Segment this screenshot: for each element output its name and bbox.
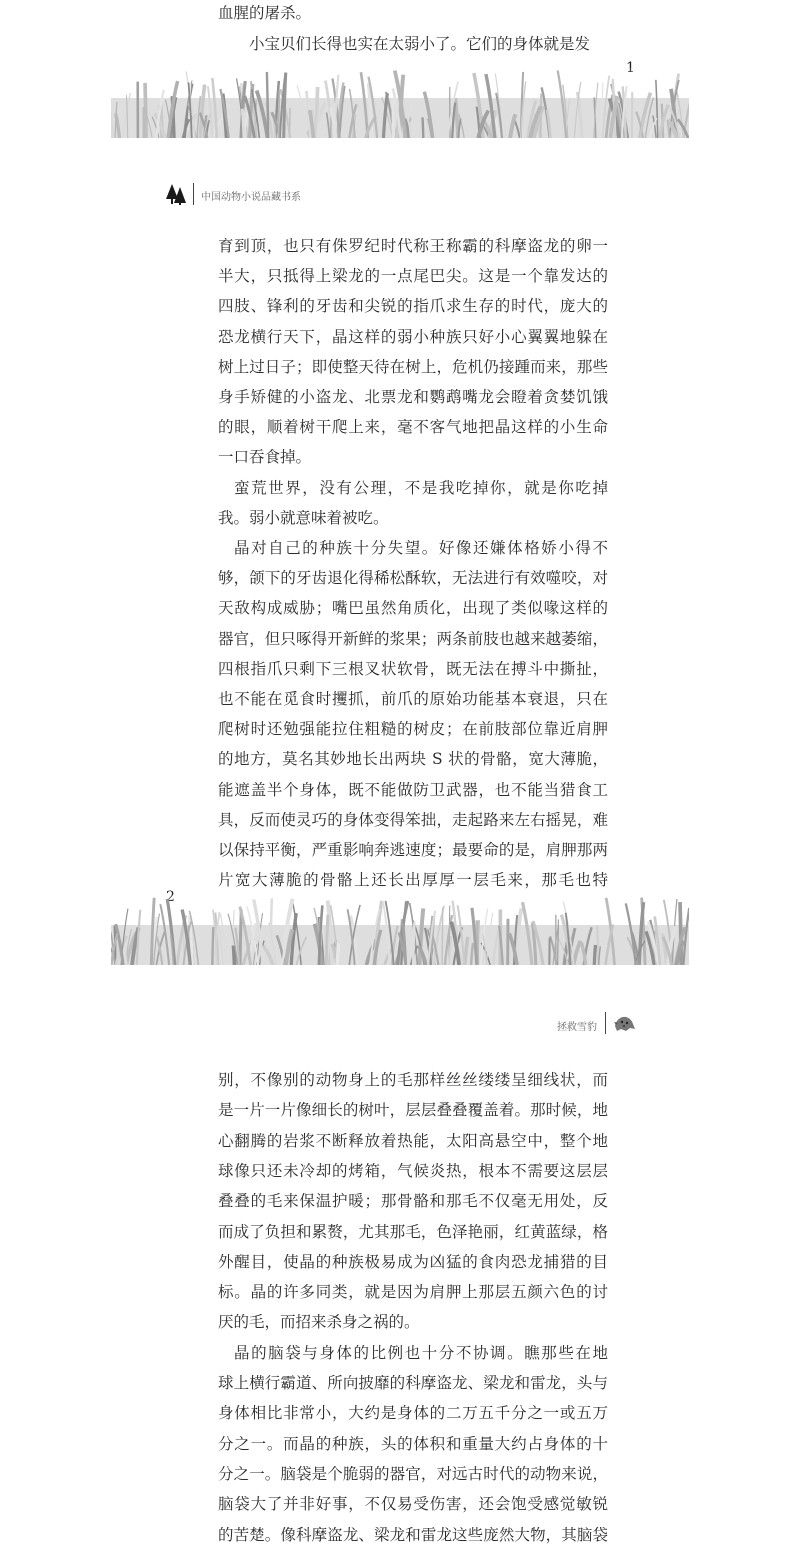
text-line: 也不能在觅食时攫抓，前爪的原始功能基本衰退，只在 (218, 690, 608, 708)
text-line: 身体相比非常小，大约是身体的二万五千分之一或五万 (218, 1404, 608, 1423)
text-line: 而成了负担和累赘，尤其那毛，色泽艳丽，红黄蓝绿，格 (218, 1222, 608, 1241)
text-line: 小宝贝们长得也实在太弱小了。它们的身体就是发 (249, 35, 591, 53)
text-line: 晶的脑袋与身体的比例也十分不协调。瞧那些在地 (234, 1343, 608, 1362)
text-line: 以保持平衡，严重影响奔逃速度；最要命的是，肩胛那两 (218, 841, 608, 859)
text-line: 的地方，莫名其妙地长出两块 S 状的骨骼，宽大薄脆， (218, 750, 608, 769)
text-line: 的眼，顺着树干爬上来，毫不客气地把晶这样的小生命 (218, 418, 608, 437)
text-line: 能遮盖半个身体，既不能做防卫武器，也不能当猎食工 (218, 780, 608, 799)
text-line: 的苦楚。像科摩盗龙、梁龙和雷龙这些庞然大物，其脑袋 (218, 1525, 608, 1544)
text-line: 树上过日子；即使整天待在树上，危机仍接踵而来，那些 (218, 357, 608, 376)
header-divider (193, 183, 194, 205)
text-line: 身手矫健的小盗龙、北票龙和鹦鹉嘴龙会瞪着贪婪饥饿 (218, 388, 608, 406)
text-line: 我。弱小就意味着被吃。 (218, 508, 389, 527)
text-line: 半大，只抵得上梁龙的一点尾巴尖。这是一个靠发达的 (218, 267, 608, 286)
text-line: 晶对自己的种族十分失望。好像还嫌体格娇小得不 (234, 539, 608, 557)
grass-footer-decoration (111, 895, 689, 965)
text-line: 分之一。脑袋是个脆弱的器官，对远古时代的动物来说， (218, 1464, 608, 1483)
text-line: 外醒目，使晶的种族极易成为凶猛的食肉恐龙捕猎的目 (218, 1252, 608, 1271)
book-title: 拯救雪豹 (557, 1022, 597, 1033)
text-line: 血腥的屠杀。 (218, 4, 312, 22)
text-line: 球像只还未冷却的烤箱，气候炎热，根本不需要这层层 (218, 1161, 608, 1180)
text-line: 器官，但只啄得开新鲜的浆果；两条前肢也越来越萎缩， (218, 629, 608, 648)
text-line: 脑袋大了并非好事，不仅易受伤害，还会饱受感觉敏锐 (218, 1495, 608, 1514)
text-line: 具，反而使灵巧的身体变得笨拙，走起路来左右摇晃，难 (218, 810, 608, 829)
text-line: 厌的毛，而招来杀身之祸的。 (218, 1313, 420, 1332)
text-line: 一口吞食掉。 (218, 448, 312, 467)
grass-footer-decoration (111, 68, 689, 138)
text-line: 心翻腾的岩浆不断释放着热能，太阳高悬空中，整个地 (218, 1131, 608, 1150)
text-line: 爬树时还勉强能拉住粗糙的树皮；在前肢部位靠近肩胛 (218, 720, 608, 739)
tree-icon (165, 183, 187, 205)
text-line: 四根指爪只剩下三根叉状软骨，既无法在搏斗中撕扯， (218, 659, 608, 678)
text-line: 标。晶的许多同类，就是因为肩胛上那层五颜六色的讨 (218, 1283, 608, 1302)
text-line: 球上横行霸道、所向披靡的科摩盗龙、梁龙和雷龙，头与 (218, 1374, 608, 1392)
text-line: 别，不像别的动物身上的毛那样丝丝缕缕呈细线状，而 (218, 1071, 608, 1089)
text-line: 够，颌下的牙齿退化得稀松酥软，无法进行有效噬咬，对 (218, 569, 608, 588)
text-line: 天敌构成威胁；嘴巴虽然角质化，出现了类似喙这样的 (218, 599, 608, 618)
header-divider (605, 1012, 606, 1034)
text-line: 是一片一片像细长的树叶，层层叠叠覆盖着。那时候，地 (218, 1101, 608, 1120)
text-line: 片宽大薄脆的骨骼上还长出厚厚一层毛来，那毛也特 (218, 871, 608, 890)
text-line: 叠叠的毛来保温护暖；那骨骼和那毛不仅毫无用处，反 (218, 1192, 608, 1211)
text-line: 蛮荒世界，没有公理，不是我吃掉你，就是你吃掉 (234, 478, 608, 497)
snow-leopard-icon (612, 1012, 636, 1034)
text-line: 育到顶，也只有侏罗纪时代称王称霸的科摩盗龙的卵一 (218, 237, 608, 255)
series-title: 中国动物小说品藏书系 (201, 192, 301, 203)
text-line: 分之一。而晶的种族，头的体积和重量大约占身体的十 (218, 1434, 608, 1453)
text-line: 恐龙横行天下，晶这样的弱小种族只好小心翼翼地躲在 (218, 327, 608, 346)
text-line: 四肢、锋利的牙齿和尖锐的指爪求生存的时代，庞大的 (218, 297, 608, 316)
